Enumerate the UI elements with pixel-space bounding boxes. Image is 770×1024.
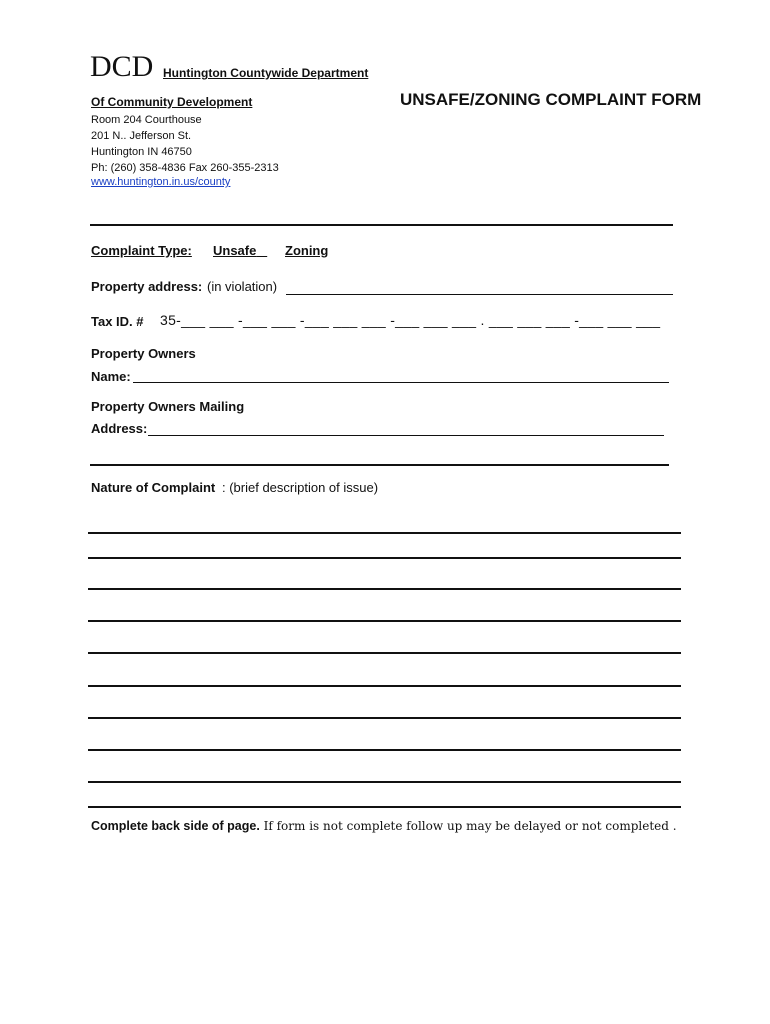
header-divider xyxy=(90,224,673,226)
complaint-description-line[interactable] xyxy=(88,557,681,559)
nature-of-complaint-note: : (brief description of issue) xyxy=(222,480,379,495)
complaint-type-zoning-option[interactable]: Zoning xyxy=(285,243,329,258)
owners-name-label-line2: Name: xyxy=(91,369,131,384)
complaint-description-line[interactable] xyxy=(88,781,681,783)
mailing-address-label-line1: Property Owners Mailing xyxy=(91,399,245,414)
owners-name-field[interactable] xyxy=(133,382,669,383)
complaint-description-line[interactable] xyxy=(88,620,681,622)
complaint-type-label: Complaint Type: xyxy=(91,243,192,258)
footer-instruction-rest: If form is not complete follow up may be delayed or not completed . xyxy=(259,819,677,833)
department-name-line2: Of Community Development xyxy=(91,95,253,109)
department-name-line1: Huntington Countywide Department xyxy=(163,66,369,80)
tax-id-field[interactable]: 35-___ ___ -___ ___ -___ ___ ___ -___ ___ ___ . ___ ___ ___ -___ ___ ___ xyxy=(160,312,661,328)
complaint-description-line[interactable] xyxy=(88,532,681,534)
complaint-type-unsafe-option[interactable] xyxy=(213,243,267,258)
property-address-field[interactable] xyxy=(286,294,673,295)
website-link[interactable]: www.huntington.in.us/county xyxy=(91,176,231,188)
complaint-description-line[interactable] xyxy=(88,806,681,808)
complaint-description-line[interactable] xyxy=(88,717,681,719)
address-line: Huntington IN 46750 xyxy=(91,146,192,158)
address-line: Room 204 Courthouse xyxy=(91,114,202,126)
form-title: UNSAFE/ZONING COMPLAINT FORM xyxy=(400,90,702,109)
complaint-description-line[interactable] xyxy=(88,749,681,751)
property-address-label: Property address: xyxy=(91,279,203,294)
footer-instruction-bold: Complete back side of page. xyxy=(91,819,260,833)
mailing-address-label-line2: Address: xyxy=(91,421,148,436)
complaint-description-line[interactable] xyxy=(88,588,681,590)
tax-id-label: Tax ID. # xyxy=(91,314,144,329)
nature-of-complaint-label: Nature of Complaint xyxy=(91,480,216,495)
complaint-description-line[interactable] xyxy=(88,685,681,687)
contact-phone-fax: Ph: (260) 358-4836 Fax 260-355-2313 xyxy=(91,162,279,174)
unsafe-option-label: Unsafe xyxy=(213,243,257,258)
address-line: 201 N.. Jefferson St. xyxy=(91,130,192,142)
dcd-logo: DCD xyxy=(90,50,154,83)
mailing-address-field[interactable] xyxy=(148,435,664,436)
owners-name-label-line1: Property Owners xyxy=(91,346,196,361)
mailing-address-field-line2[interactable] xyxy=(90,464,669,466)
property-address-note: (in violation) xyxy=(207,279,278,294)
complaint-description-line[interactable] xyxy=(88,652,681,654)
footer-instruction xyxy=(91,819,677,833)
